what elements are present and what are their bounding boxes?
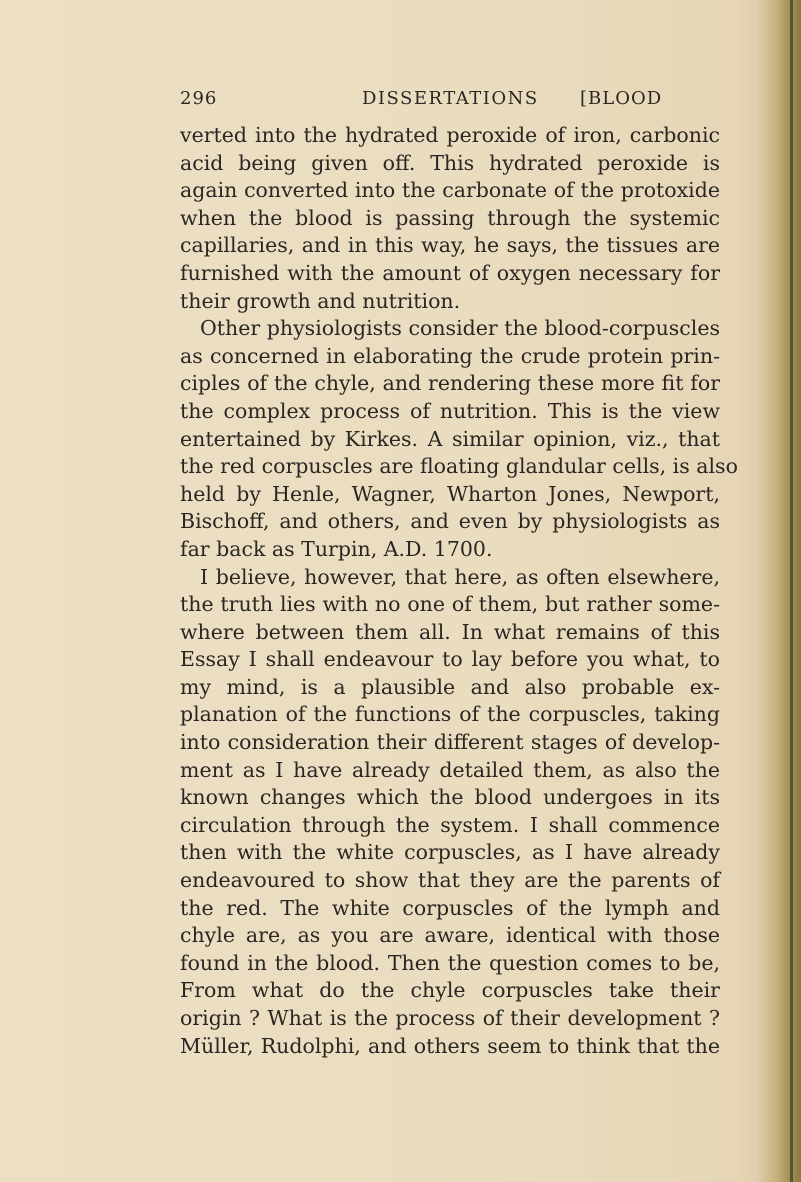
page-number: 296 (180, 88, 218, 109)
body-text (180, 122, 738, 1060)
page-gutter-shadow (757, 0, 801, 1182)
text-line: Bischoff, and others, and even by physiologists as (180, 509, 720, 534)
text-line: found in the blood. Then the question comes to be, (180, 950, 720, 975)
text-line: their growth and nutrition. (180, 288, 461, 313)
text-line: acid being given off. This hydrated peroxide is (180, 150, 720, 175)
text-line: the truth lies with no one of them, but rather some- (180, 592, 720, 617)
text-line: Other physiologists consider the blood-corpuscles (200, 316, 720, 341)
text-line: ciples of the chyle, and rendering these more fit for (180, 371, 720, 396)
text-line: I believe, however, that here, as often elsewhere, (200, 564, 720, 589)
text-line: planation of the functions of the corpuscles, taking (180, 702, 720, 727)
text-line: circulation through the system. I shall commence (180, 812, 720, 837)
running-header (180, 88, 720, 114)
text-line: then with the white corpuscles, as I have already (180, 840, 720, 865)
text-line: when the blood is passing through the systemic (180, 205, 720, 230)
text-line: capillaries, and in this way, he says, the tissues are (180, 233, 720, 258)
binding-edge (790, 0, 793, 1182)
text-line: known changes which the blood undergoes in its (180, 785, 720, 810)
text-line: where between them all. In what remains of this (180, 619, 720, 644)
text-line: as concerned in elaborating the crude protein prin- (180, 343, 720, 368)
text-line: chyle are, as you are aware, identical with those (180, 923, 720, 948)
text-line: verted into the hydrated peroxide of iron, carbonic (180, 123, 720, 147)
text-line: held by Henle, Wagner, Wharton Jones, Newport, (180, 481, 720, 506)
section-marker: [BLOOD (580, 88, 663, 109)
text-line: ment as I have already detailed them, as also the (180, 757, 720, 782)
text-line: Essay I shall endeavour to lay before you what, to (180, 647, 720, 672)
text-line: again converted into the carbonate of the protoxide (180, 178, 720, 203)
text-line: my mind, is a plausible and also probable ex- (180, 674, 720, 699)
text-line: the complex process of nutrition. This is the view (180, 398, 720, 423)
text-line: the red. The white corpuscles of the lymph and (180, 895, 720, 920)
text-line: furnished with the amount of oxygen necessary for (180, 260, 720, 285)
text-line: From what do the chyle corpuscles take their (180, 978, 720, 1003)
text-line: far back as Turpin, A.D. 1700. (180, 536, 493, 561)
text-line: entertained by Kirkes. A similar opinion, viz., that (180, 426, 720, 451)
text-line: the red corpuscles are floating glandular cells, is also (180, 454, 738, 479)
text-line: Müller, Rudolphi, and others seem to think that the (180, 1033, 720, 1058)
running-head-title: DISSERTATIONS (362, 88, 539, 109)
text-line: endeavoured to show that they are the parents of (180, 868, 720, 893)
text-line: origin ? What is the process of their development ? (180, 1006, 720, 1030)
text-line: into consideration their different stages of develop- (180, 730, 720, 755)
